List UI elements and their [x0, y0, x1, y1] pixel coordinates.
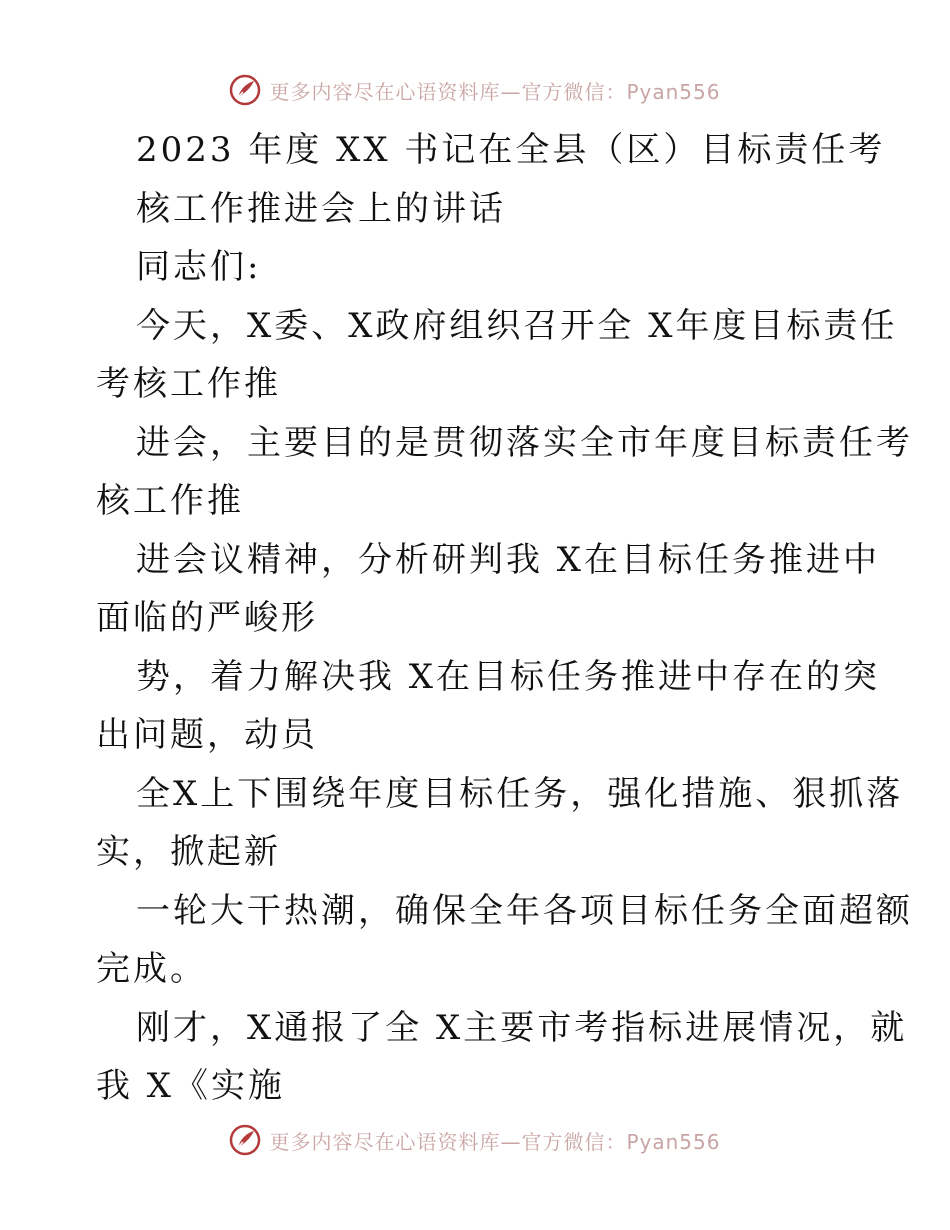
- text-line: 进会，主要目的是贯彻落实全市年度目标责任考: [136, 422, 913, 463]
- text-line: 完成。: [96, 949, 207, 989]
- text-line: 势，着力解决我 X在目标任务推进中存在的突: [136, 656, 881, 697]
- text-line: 我 X《实施: [96, 1066, 286, 1106]
- text-line: 考核工作推: [96, 364, 281, 404]
- watermark-header: [0, 70, 950, 110]
- watermark-footer: [0, 1120, 950, 1160]
- text-line: 2023 年度 XX 书记在全县（区）目标责任考: [136, 130, 886, 170]
- text-line: 核工作推进会上的讲话: [136, 188, 506, 229]
- feather-pen-icon: [229, 1124, 261, 1156]
- document-body: [96, 121, 913, 1116]
- text-line: 实，掀起新: [96, 832, 281, 872]
- text-line: 出问题，动员: [96, 715, 318, 755]
- text-line: 核工作推: [96, 481, 244, 521]
- text-line: 同志们:: [136, 247, 262, 287]
- text-line: 刚才，X通报了全 X主要市考指标进展情况，就: [136, 1007, 908, 1048]
- watermark-text: 更多内容尽在心语资料库—官方微信：Pyan556: [269, 1129, 721, 1154]
- watermark-text: 更多内容尽在心语资料库—官方微信：Pyan556: [269, 79, 721, 104]
- text-line: 一轮大干热潮，确保全年各项目标任务全面超额: [136, 890, 913, 931]
- text-line: 面临的严峻形: [96, 598, 318, 638]
- text-line: 今天，X委、X政府组织召开全 X年度目标责任: [136, 305, 898, 346]
- feather-pen-icon: [229, 74, 261, 106]
- text-line: 全X上下围绕年度目标任务，强化措施、狠抓落: [136, 773, 904, 814]
- text-line: 进会议精神，分析研判我 X在目标任务推进中: [136, 539, 881, 580]
